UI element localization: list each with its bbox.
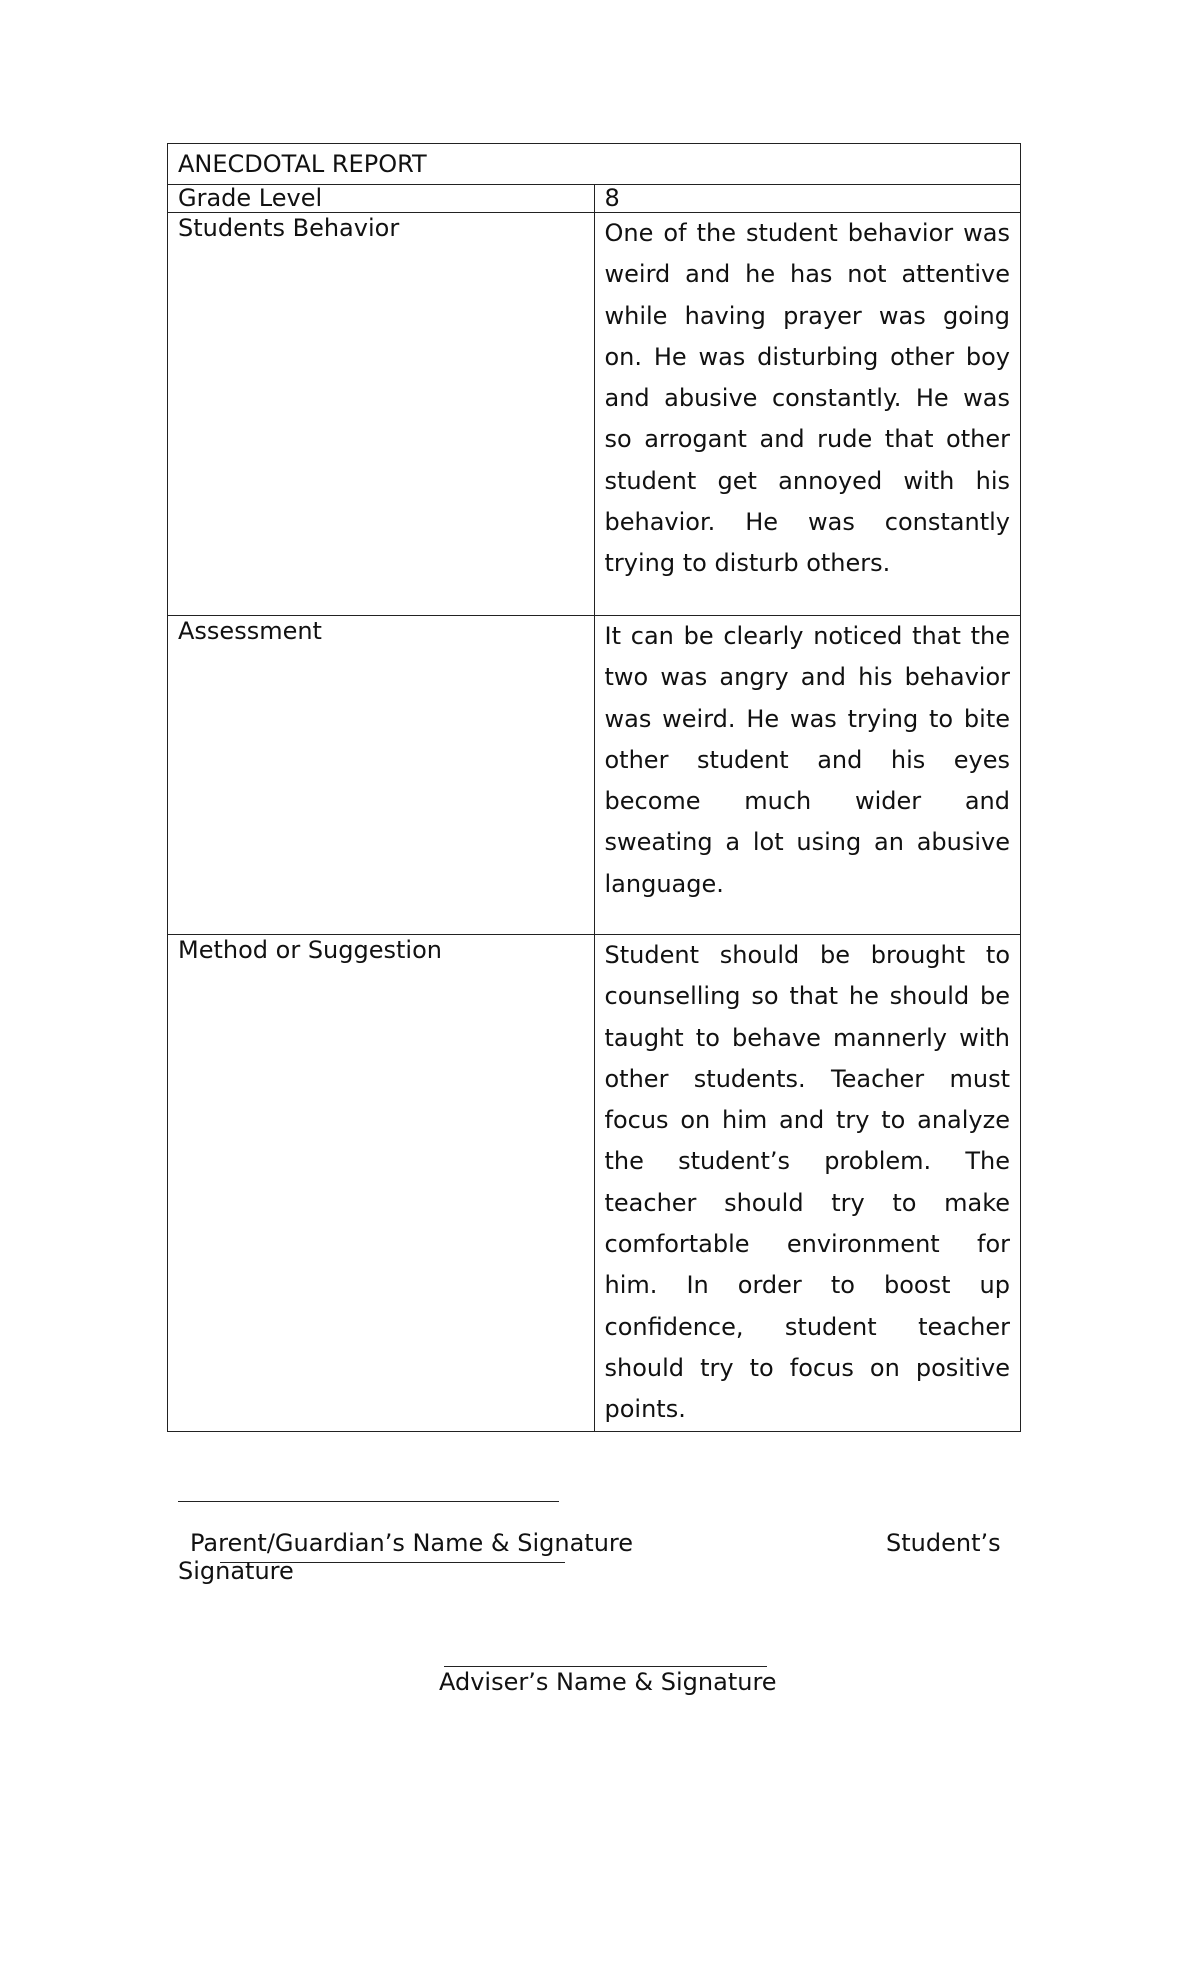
grade-level-value: 8 xyxy=(594,185,1021,213)
students-behavior-text: One of the student behavior was weird and he has not attentive while having prayer was going on. He was disturbing other boy and abusive constantly. He was so arrogant and rude that other student get annoyed with his behavior. He was constantly trying to disturb others. xyxy=(594,213,1021,616)
students-behavior-label: Students Behavior xyxy=(168,213,595,616)
grade-level-row xyxy=(168,185,1021,213)
adviser-signature-line xyxy=(444,1666,767,1667)
assessment-label: Assessment xyxy=(168,616,595,935)
grade-level-label: Grade Level xyxy=(168,185,595,213)
signature-line-top xyxy=(178,1501,559,1502)
assessment-text: It can be clearly noticed that the two was angry and his behavior was weird. He was trying to bite other student and his eyes become much wider and sweating a lot using an abusive language. xyxy=(594,616,1021,935)
adviser-signature-label: Adviser’s Name & Signature xyxy=(439,1668,777,1696)
method-suggestion-label: Method or Suggestion xyxy=(168,935,595,1432)
student-signature-label: Student’s xyxy=(886,1529,1001,1557)
anecdotal-report-table xyxy=(167,143,1021,1432)
assessment-row xyxy=(168,616,1021,935)
method-suggestion-row xyxy=(168,935,1021,1432)
report-title: ANECDOTAL REPORT xyxy=(168,144,1021,185)
parent-signature-label: Parent/Guardian’s Name & Signature xyxy=(190,1529,634,1557)
students-behavior-row xyxy=(168,213,1021,616)
method-suggestion-text: Student should be brought to counselling so that he should be taught to behave mannerly with other students. Teacher must focus on him and try to analyze the student’s problem. The teacher should try to make comfortable environment for him. In order to boost up confidence, student teacher should try to focus on positive points. xyxy=(594,935,1021,1432)
student-signature-label-continued: Signature xyxy=(178,1557,294,1585)
title-row xyxy=(168,144,1021,185)
